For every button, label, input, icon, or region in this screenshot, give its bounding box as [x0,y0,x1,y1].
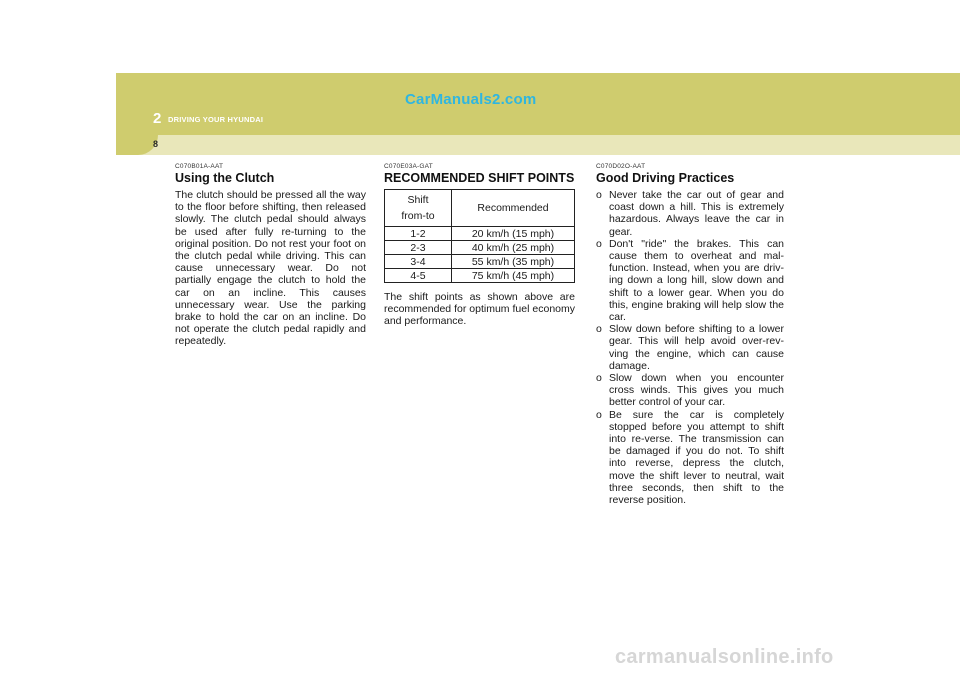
list-item-text: Don't "ride" the brakes. This can cause them to overheat and mal-function. Instead, when you are driv-ing down a long hill, slow down and shift to a lower gear. When you do this, engine braking will help slow the car. [609,237,784,324]
bullet-marker: o [596,323,602,336]
cell-from-to: 3-4 [385,255,452,269]
shift-points-heading: RECOMMENDED SHIFT POINTS [384,171,575,185]
header-cell-shift [385,190,452,227]
cell-from-to: 2-3 [385,241,452,255]
cell-speed: 55 km/h (35 mph) [452,255,575,269]
practices-list [596,189,784,506]
table-row [385,255,575,269]
cell-from-to: 4-5 [385,269,452,283]
list-item-text: Never take the car out of gear and coast down a hill. This is extremely hazardous. Always leave the car in gear. [609,189,784,238]
bullet-marker: o [596,408,602,421]
practices-code: C070D02O-AAT [596,163,646,170]
watermark-top-link[interactable]: CarManuals2.com [405,91,537,108]
header-strip [116,135,960,155]
table-row [385,269,575,283]
clutch-code: C070B01A-AAT [175,163,224,170]
header-cell-recommended: Recommended [452,190,575,227]
list-item-text: Slow down before shifting to a lower gear. This will help avoid over-rev-ving the engine, which can cause damage. [609,323,784,372]
cell-speed: 75 km/h (45 mph) [452,269,575,283]
clutch-heading: Using the Clutch [175,171,275,185]
bullet-marker: o [596,189,602,201]
table-header-row [385,190,575,227]
practices-section [596,163,784,506]
cell-speed: 40 km/h (25 mph) [452,241,575,255]
list-item-text: Slow down when you encounter cross winds. This gives you much better control of your car. [609,372,784,409]
bullet-marker: o [596,372,602,385]
shift-points-section [384,163,575,328]
table-row [385,227,575,241]
header-shift-line2: from-to [401,210,435,222]
header-shift-line1: Shift [407,194,429,206]
chapter-title: DRIVING YOUR HYUNDAI [168,115,264,124]
list-item-text: Be sure the car is completely stopped before you attempt to shift into re-verse. The transmission can be damaged if you do not. To shift into reverse, depress the clutch, move the shift lever to neutral, wait three seconds, then shift to the reverse position. [609,408,784,507]
list-item [596,372,784,409]
list-item [596,323,784,372]
table-row [385,241,575,255]
clutch-body: The clutch should be pressed all the way to the floor before shifting, then released slowly. The clutch pedal should always be used after fully re-turning to the original position. Do not rest your foot on the clutch pedal while driving. This can cause unnecessary wear. Do not partially engage the clutch to hold the car on an incline. This causes unnecessary wear. Use the parking brake to hold the car on an incline. Do not operate the clutch pedal rapidly and repeatedly. [175,189,366,348]
shift-points-note: The shift points as shown above are recommended for optimum fuel economy and performance. [384,291,575,328]
shift-points-code: C070E03A-GAT [384,163,433,170]
bullet-marker: o [596,237,602,250]
shift-points-table [384,189,575,283]
cell-from-to: 1-2 [385,227,452,241]
chapter-number: 2 [153,110,162,127]
practices-heading: Good Driving Practices [596,171,735,185]
list-item [596,238,784,323]
cell-speed: 20 km/h (15 mph) [452,227,575,241]
list-item [596,189,784,238]
page-number: 8 [153,139,159,149]
watermark-bottom-link[interactable]: carmanualsonline.info [615,646,834,668]
clutch-section [175,163,366,348]
list-item [596,409,784,507]
header-band [116,73,960,135]
